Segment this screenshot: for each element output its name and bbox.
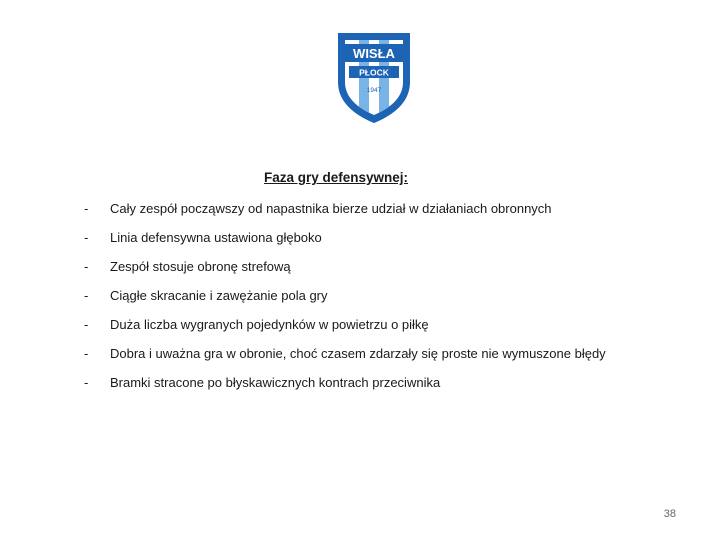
bullet-marker: - — [84, 346, 89, 361]
list-item — [84, 373, 644, 392]
list-item-text: Cały zespół począwszy od napastnika bierze udział w działaniach obronnych — [110, 201, 552, 216]
list-item-text: Ciągłe skracanie i zawężanie pola gry — [110, 288, 328, 303]
list-item — [84, 286, 644, 305]
list-item — [84, 344, 644, 363]
bullet-marker: - — [84, 317, 89, 332]
logo-middle-text: PŁOCK — [359, 67, 389, 78]
page-title: Faza gry defensywnej: — [264, 170, 409, 185]
club-crest-logo — [335, 30, 413, 124]
page-number: 38 — [663, 508, 676, 520]
bullet-list — [84, 199, 644, 402]
list-item-text: Dobra i uważna gra w obronie, choć czasem zdarzały się proste nie wymuszone błędy — [110, 346, 606, 361]
logo-year: 1947 — [366, 87, 382, 94]
list-item-text: Linia defensywna ustawiona głęboko — [110, 230, 322, 245]
bullet-marker: - — [84, 201, 89, 216]
bullet-marker: - — [84, 230, 89, 245]
list-item-text: Zespół stosuje obronę strefową — [110, 259, 291, 274]
list-item — [84, 257, 644, 276]
list-item — [84, 315, 644, 334]
list-item-text: Bramki stracone po błyskawicznych kontrach przeciwnika — [110, 375, 441, 390]
bullet-marker: - — [84, 375, 89, 390]
logo-top-text: WISŁA — [353, 46, 395, 61]
bullet-marker: - — [84, 288, 89, 303]
list-item — [84, 228, 644, 247]
bullet-marker: - — [84, 259, 89, 274]
list-item-text: Duża liczba wygranych pojedynków w powietrzu o piłkę — [110, 317, 429, 332]
list-item — [84, 199, 644, 218]
